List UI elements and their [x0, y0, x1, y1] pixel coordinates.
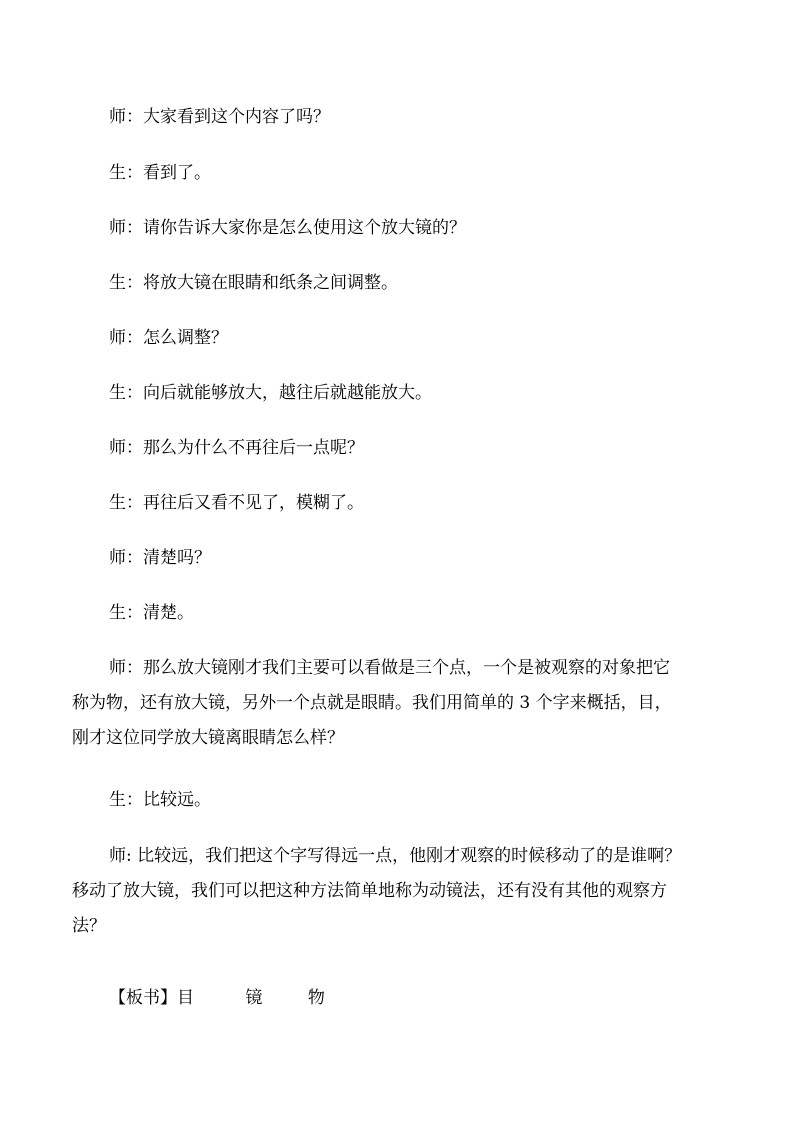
paragraph-line: 师: 比较远，我们把这个字写得远一点，他刚才观察的时候移动了的是谁啊？ — [109, 846, 682, 866]
dialogue-line: 师：请你告诉大家你是怎么使用这个放大镜的？ — [109, 218, 466, 238]
board-label: 【板书】目 — [109, 988, 194, 1008]
dialogue-line: 师：清楚吗？ — [109, 548, 211, 568]
dialogue-line: 生：清楚。 — [109, 603, 194, 623]
paragraph-line: 刚才这位同学放大镜离眼睛怎么样？ — [72, 728, 344, 748]
long-paragraph-2 — [72, 842, 724, 941]
board-word: 镜 — [245, 988, 263, 1008]
paragraph-line: 师：那么放大镜刚才我们主要可以看做是三个点，一个是被观察的对象把它 — [109, 658, 670, 678]
paragraph-line: 法？ — [72, 916, 106, 936]
paragraph-line: 移动了放大镜，我们可以把这种方法简单地称为动镜法，还有没有其他的观察方 — [72, 881, 667, 901]
paragraph-line: 称为物，还有放大镜，另外一个点就是眼睛。我们用简单的 3 个字来概括，目， — [72, 693, 672, 713]
dialogue-line: 生：将放大镜在眼睛和纸条之间调整。 — [109, 273, 398, 293]
dialogue-line: 师：那么为什么不再往后一点呢？ — [109, 438, 364, 458]
dialogue-line: 生：再往后又看不见了，模糊了。 — [109, 493, 364, 513]
dialogue-line: 师：大家看到这个内容了吗？ — [109, 107, 330, 127]
dialogue-line: 生：看到了。 — [109, 163, 211, 183]
dialogue-line: 师：怎么调整？ — [109, 328, 228, 348]
long-paragraph-1 — [72, 654, 724, 753]
board-writing — [109, 984, 325, 1013]
board-word: 物 — [307, 988, 325, 1008]
dialogue-line: 生：向后就能够放大，越往后就越能放大。 — [109, 383, 432, 403]
dialogue-line: 生：比较远。 — [109, 790, 211, 810]
